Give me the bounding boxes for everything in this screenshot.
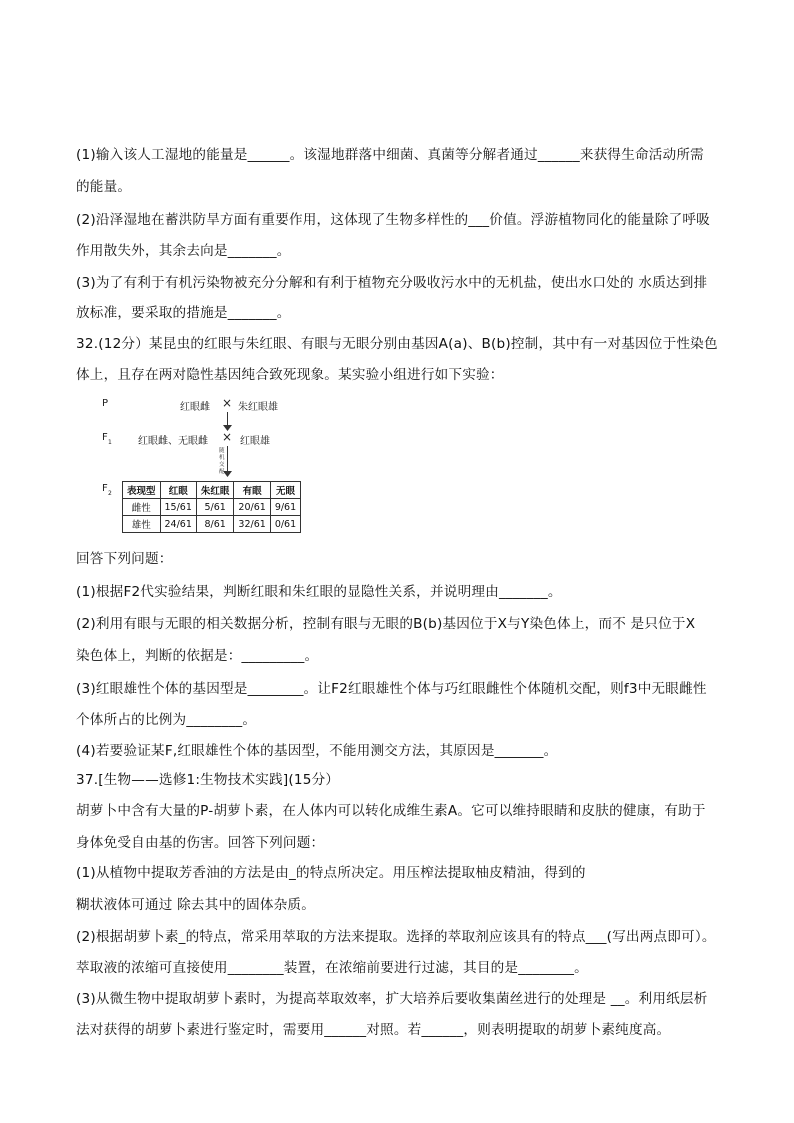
text-line: 个体所占的比例为________。	[76, 712, 257, 728]
table-header-cell: 有眼	[234, 482, 270, 499]
f1-subscript: 1	[108, 439, 112, 446]
table-cell: 雌性	[123, 499, 161, 516]
table-header-cell: 朱红眼	[196, 482, 234, 499]
table-cell: 9/61	[270, 499, 300, 516]
cross-symbol: ×	[222, 396, 233, 410]
text-line: 胡萝卜中含有大量的P-胡萝卜素，在人体内可以转化成维生素A。它可以维持眼睛和皮肤的健康，有助于	[76, 803, 706, 819]
genetic-cross-diagram	[100, 392, 332, 532]
text-line: 糊状液体可通过 除去其中的固体杂质。	[76, 897, 316, 913]
text-line: (3)红眼雄性个体的基因型是________。让F2红眼雄性个体与巧红眼雌性个体随机交配，则f3中无眼雌性	[76, 681, 707, 697]
table-cell: 0/61	[270, 516, 300, 533]
table-cell: 24/61	[160, 516, 196, 533]
text-line: 放标准，要采取的措施是_______。	[76, 305, 291, 321]
text-line: (1)根据F2代实验结果，判断红眼和朱红眼的显隐性关系，并说明理由_______。	[76, 584, 562, 600]
arrow-f1-f2	[227, 446, 228, 474]
text-line: (4)若要验证某F,红眼雄性个体的基因型，不能用测交方法，其原因是_______。	[76, 743, 558, 759]
table-cell: 5/61	[196, 499, 234, 516]
text-line: (3)为了有利于有机污染物被充分分解和有利于植物充分吸收污水中的无机盐，使出水口处的 水质达到排	[76, 275, 708, 291]
text-line: (1)从植物中提取芳香油的方法是由_的特点所决定。用压榨法提取柚皮精油，得到的	[76, 865, 586, 881]
text-line: (1)输入该人工湿地的能量是______。该湿地群落中细菌、真菌等分解者通过______来获得生命活动所需	[76, 147, 704, 163]
table-header-cell: 表现型	[123, 482, 161, 499]
text-line: 作用散失外，其余去向是_______。	[76, 243, 291, 259]
f1-female: 红眼雌、无眼雌	[138, 436, 208, 447]
table-header-row	[123, 482, 301, 499]
p-female: 红眼雌	[180, 402, 210, 413]
table-cell: 20/61	[234, 499, 270, 516]
f1-male: 红眼雄	[240, 436, 270, 447]
table-row	[123, 516, 301, 533]
table-cell: 雄性	[123, 516, 161, 533]
table-cell: 32/61	[234, 516, 270, 533]
table-header-cell: 无眼	[270, 482, 300, 499]
p-generation-label: P	[102, 398, 109, 409]
text-line: 萃取液的浓缩可直接使用________装置，在浓缩前要进行过滤，其目的是________。	[76, 960, 588, 976]
text-line: (2)沿泽湿地在蓄洪防旱方面有重要作用，这体现了生物多样性的___价值。浮游植物同化的能量除了呼吸	[76, 212, 710, 228]
text-line: 法对获得的胡萝卜素进行鉴定时，需要用______对照。若______，则表明提取的胡萝卜素纯度高。	[76, 1022, 671, 1038]
text-line: (2)根据胡萝卜素_的特点，常采用萃取的方法来提取。选择的萃取剂应该具有的特点___(写出两点即可）。	[76, 929, 716, 945]
text-line: 身体免受自由基的伤害。回答下列问题：	[76, 835, 325, 851]
f2-phenotype-table	[122, 481, 301, 533]
f2-subscript: 2	[108, 490, 112, 497]
f2-generation-label: F	[102, 483, 108, 494]
cross-symbol: ×	[222, 430, 233, 444]
table-header-cell: 红眼	[160, 482, 196, 499]
text-line: 的能量。	[76, 179, 132, 195]
text-line: 染色体上，判断的依据是：_________。	[76, 648, 319, 664]
text-line: 体上，且存在两对隐性基因纯合致死现象。某实验小组进行如下实验：	[76, 367, 504, 383]
random-mating-note: 随机交配	[219, 448, 225, 475]
text-line: (2)利用有眼与无眼的相关数据分析，控制有眼与无眼的B(b)基因位于X与Y染色体上，而不 是只位于X	[76, 616, 696, 632]
p-male: 朱红眼雄	[238, 402, 278, 413]
text-line: (3)从微生物中提取胡萝卜素时，为提高萃取效率，扩大培养后要收集菌丝进行的处理是 __。利用纸层析	[76, 991, 708, 1007]
table-row	[123, 499, 301, 516]
text-line: 32.(12分）某昆虫的红眼与朱红眼、有眼与无眼分别由基因A(a)、B(b)控制，其中有一对基因位于性染色	[76, 336, 718, 352]
table-cell: 15/61	[160, 499, 196, 516]
f1-generation-label: F	[102, 432, 108, 443]
text-line: 37.[生物——选修1:生物技术实践](15分）	[76, 772, 340, 788]
text-line: 回答下列问题：	[76, 551, 173, 567]
table-cell: 8/61	[196, 516, 234, 533]
